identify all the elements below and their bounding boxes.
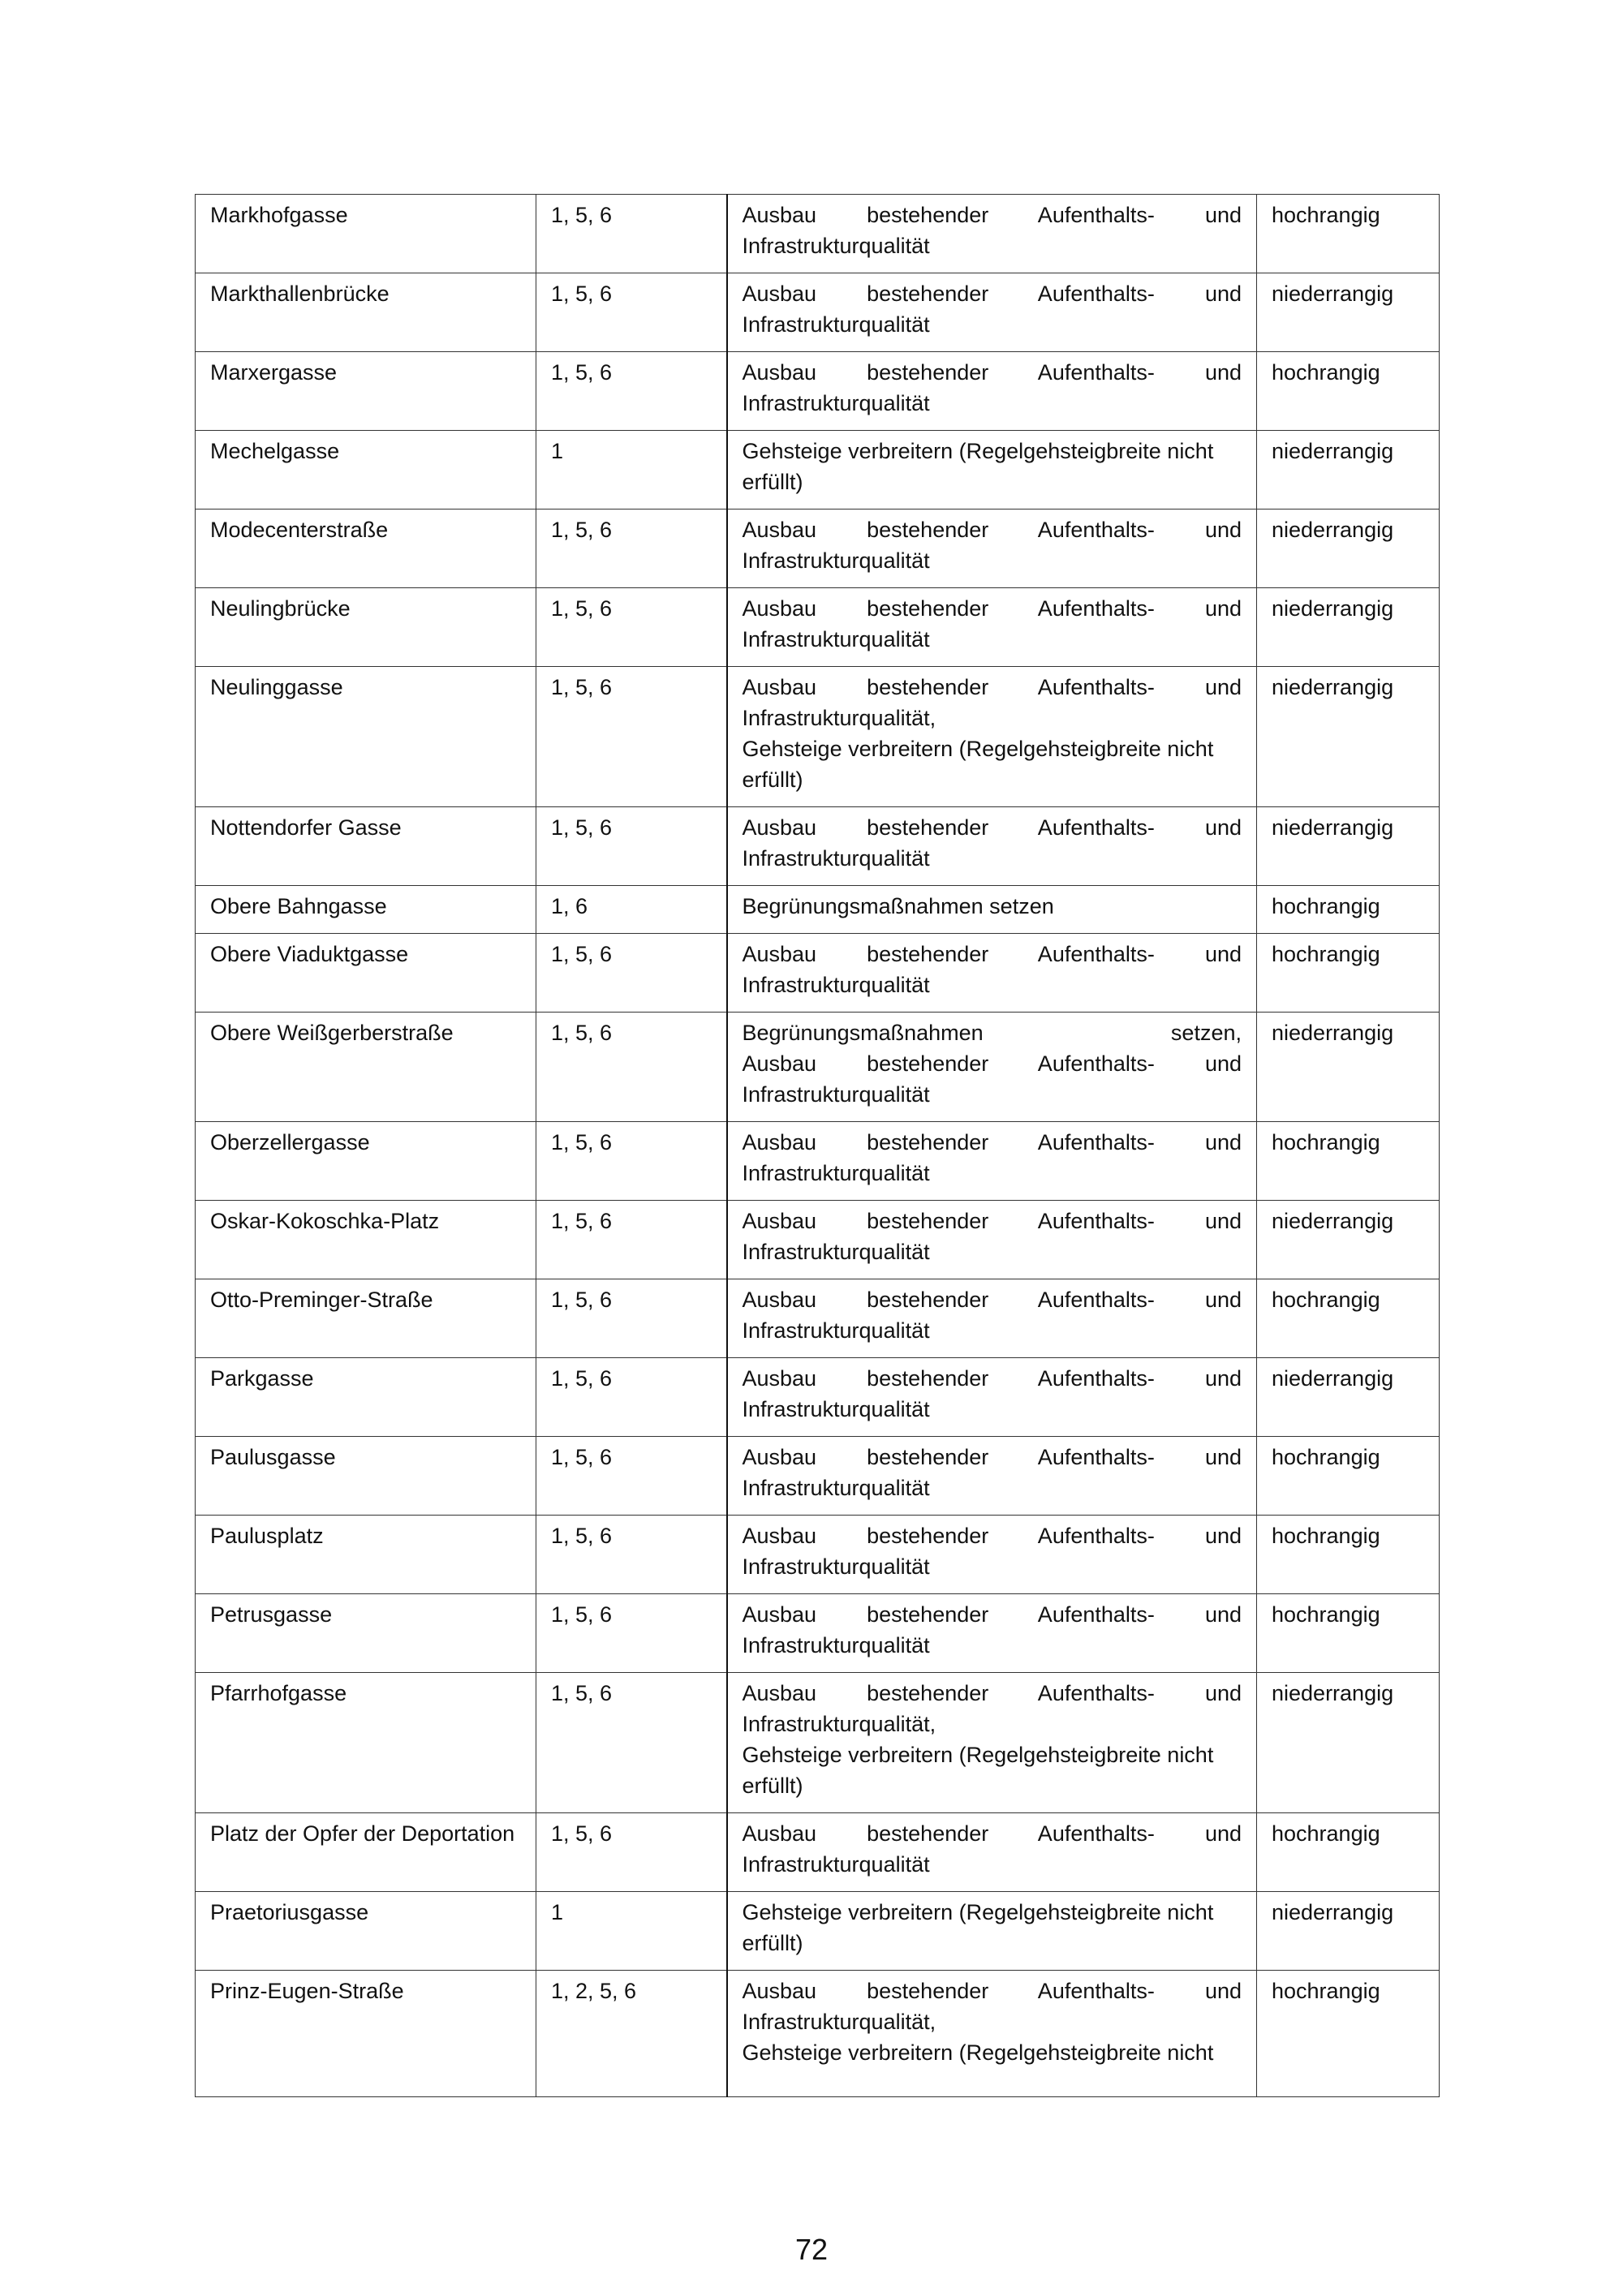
- measure-line: Ausbau bestehender Aufenthalts- und: [742, 518, 1242, 542]
- measures-description-cell: [727, 1437, 1257, 1516]
- priority-cell: niederrangig: [1257, 588, 1440, 667]
- measures-description-cell: [727, 273, 1257, 352]
- measure-line: Ausbau bestehender Aufenthalts- und: [742, 675, 1242, 699]
- priority-cell: niederrangig: [1257, 667, 1440, 807]
- table-row: [196, 807, 1440, 886]
- measure-line: Ausbau bestehender Aufenthalts- und: [742, 1130, 1242, 1154]
- priority-cell: hochrangig: [1257, 1971, 1440, 2097]
- table-row: [196, 352, 1440, 431]
- table-row: [196, 1594, 1440, 1673]
- street-name-cell: Neulinggasse: [196, 667, 536, 807]
- measure-codes-cell: 1, 5, 6: [536, 1201, 727, 1279]
- table-row: [196, 1971, 1440, 2097]
- measure-line: Ausbau bestehender Aufenthalts- und: [742, 1051, 1242, 1076]
- measure-codes-cell: 1, 5, 6: [536, 1673, 727, 1813]
- street-name-cell: Marxergasse: [196, 352, 536, 431]
- table-row: [196, 1201, 1440, 1279]
- street-name-cell: Modecenterstraße: [196, 510, 536, 588]
- measures-description-cell: [727, 934, 1257, 1013]
- measure-line: Ausbau bestehender Aufenthalts- und: [742, 360, 1242, 385]
- priority-cell: hochrangig: [1257, 195, 1440, 273]
- measures-table-body: [196, 195, 1440, 2097]
- measures-description-cell: [727, 667, 1257, 807]
- street-name-cell: Obere Weißgerberstraße: [196, 1013, 536, 1122]
- measures-description-cell: [727, 1279, 1257, 1358]
- measure-codes-cell: 1, 5, 6: [536, 273, 727, 352]
- measures-description-cell: [727, 807, 1257, 886]
- measure-line: Ausbau bestehender Aufenthalts- und: [742, 1288, 1242, 1312]
- measure-line: Gehsteige verbreitern (Regelgehsteigbreite nicht: [742, 1900, 1214, 1924]
- table-row: [196, 886, 1440, 934]
- street-name-cell: Oberzellergasse: [196, 1122, 536, 1201]
- priority-cell: niederrangig: [1257, 1358, 1440, 1437]
- measure-line: Ausbau bestehender Aufenthalts- und: [742, 1979, 1242, 2003]
- measure-line: Infrastrukturqualität: [742, 846, 930, 871]
- street-name-cell: Oskar-Kokoschka-Platz: [196, 1201, 536, 1279]
- measure-line: Begrünungsmaßnahmen setzen: [742, 894, 1054, 918]
- measure-line: Infrastrukturqualität: [742, 312, 930, 337]
- measure-codes-cell: 1: [536, 1892, 727, 1971]
- measure-codes-cell: 1, 5, 6: [536, 667, 727, 807]
- table-row: [196, 1673, 1440, 1813]
- table-row: [196, 431, 1440, 510]
- measure-line: Gehsteige verbreitern (Regelgehsteigbreite nicht: [742, 2040, 1214, 2065]
- measure-line: Ausbau bestehender Aufenthalts- und: [742, 1681, 1242, 1705]
- measure-codes-cell: 1, 2, 5, 6: [536, 1971, 727, 2097]
- measures-table: [195, 194, 1440, 2097]
- measure-codes-cell: 1, 5, 6: [536, 934, 727, 1013]
- street-name-cell: Petrusgasse: [196, 1594, 536, 1673]
- measure-line: Ausbau bestehender Aufenthalts- und: [742, 1602, 1242, 1627]
- table-row: [196, 934, 1440, 1013]
- measures-description-cell: [727, 1201, 1257, 1279]
- measure-line: Infrastrukturqualität: [742, 1318, 930, 1343]
- measure-line: Ausbau bestehender Aufenthalts- und: [742, 1821, 1242, 1846]
- measure-codes-cell: 1, 6: [536, 886, 727, 934]
- measures-description-cell: [727, 1813, 1257, 1892]
- measure-line: Gehsteige verbreitern (Regelgehsteigbreite nicht: [742, 1743, 1214, 1767]
- measures-description-cell: [727, 1971, 1257, 2097]
- priority-cell: niederrangig: [1257, 1201, 1440, 1279]
- page-number: 72: [794, 2233, 829, 2266]
- priority-cell: hochrangig: [1257, 1594, 1440, 1673]
- priority-cell: hochrangig: [1257, 886, 1440, 934]
- measure-line: Begrünungsmaßnahmen setzen,: [742, 1021, 1242, 1045]
- measure-codes-cell: 1: [536, 431, 727, 510]
- measure-line: Infrastrukturqualität: [742, 1082, 930, 1107]
- measures-description-cell: [727, 1892, 1257, 1971]
- table-row: [196, 273, 1440, 352]
- measures-description-cell: [727, 352, 1257, 431]
- street-name-cell: Paulusgasse: [196, 1437, 536, 1516]
- measures-description-cell: [727, 1358, 1257, 1437]
- measure-line: Infrastrukturqualität: [742, 973, 930, 997]
- measure-codes-cell: 1, 5, 6: [536, 1013, 727, 1122]
- measure-line: Ausbau bestehender Aufenthalts- und: [742, 1524, 1242, 1548]
- measure-codes-cell: 1, 5, 6: [536, 1813, 727, 1892]
- priority-cell: niederrangig: [1257, 1013, 1440, 1122]
- measure-line: Ausbau bestehender Aufenthalts- und: [742, 1209, 1242, 1233]
- street-name-cell: Mechelgasse: [196, 431, 536, 510]
- measure-line: Ausbau bestehender Aufenthalts- und: [742, 203, 1242, 227]
- measure-codes-cell: 1, 5, 6: [536, 807, 727, 886]
- street-name-cell: Obere Bahngasse: [196, 886, 536, 934]
- measure-line: Ausbau bestehender Aufenthalts- und: [742, 282, 1242, 306]
- measures-description-cell: [727, 1013, 1257, 1122]
- measures-description-cell: [727, 431, 1257, 510]
- measure-line: Infrastrukturqualität: [742, 627, 930, 651]
- street-name-cell: Prinz-Eugen-Straße: [196, 1971, 536, 2097]
- priority-cell: hochrangig: [1257, 1122, 1440, 1201]
- priority-cell: hochrangig: [1257, 1813, 1440, 1892]
- measure-codes-cell: 1, 5, 6: [536, 1358, 727, 1437]
- measure-line: Ausbau bestehender Aufenthalts- und: [742, 1445, 1242, 1469]
- measure-line: Gehsteige verbreitern (Regelgehsteigbreite nicht: [742, 439, 1214, 463]
- street-name-cell: Nottendorfer Gasse: [196, 807, 536, 886]
- measure-line: Gehsteige verbreitern (Regelgehsteigbreite nicht: [742, 737, 1214, 761]
- priority-cell: niederrangig: [1257, 273, 1440, 352]
- priority-cell: niederrangig: [1257, 510, 1440, 588]
- measure-codes-cell: 1, 5, 6: [536, 1279, 727, 1358]
- table-row: [196, 1813, 1440, 1892]
- street-name-cell: Paulusplatz: [196, 1516, 536, 1594]
- measures-description-cell: [727, 195, 1257, 273]
- measure-line: Infrastrukturqualität: [742, 1240, 930, 1264]
- priority-cell: hochrangig: [1257, 1437, 1440, 1516]
- priority-cell: hochrangig: [1257, 934, 1440, 1013]
- measures-description-cell: [727, 588, 1257, 667]
- measure-line: Infrastrukturqualität: [742, 1852, 930, 1877]
- measure-line: erfüllt): [742, 1931, 803, 1955]
- priority-cell: hochrangig: [1257, 1516, 1440, 1594]
- measure-codes-cell: 1, 5, 6: [536, 195, 727, 273]
- measure-line: Ausbau bestehender Aufenthalts- und: [742, 596, 1242, 621]
- measure-codes-cell: 1, 5, 6: [536, 1122, 727, 1201]
- table-row: [196, 1279, 1440, 1358]
- street-name-cell: Praetoriusgasse: [196, 1892, 536, 1971]
- measure-line: Ausbau bestehender Aufenthalts- und: [742, 815, 1242, 840]
- priority-cell: niederrangig: [1257, 431, 1440, 510]
- table-row: [196, 1892, 1440, 1971]
- measure-line: Infrastrukturqualität: [742, 1554, 930, 1579]
- measure-codes-cell: 1, 5, 6: [536, 588, 727, 667]
- table-row: [196, 195, 1440, 273]
- measure-line: Infrastrukturqualität: [742, 1397, 930, 1421]
- measure-line: Ausbau bestehender Aufenthalts- und: [742, 942, 1242, 966]
- table-row: [196, 1122, 1440, 1201]
- table-row: [196, 1437, 1440, 1516]
- street-name-cell: Neulingbrücke: [196, 588, 536, 667]
- street-name-cell: Markhofgasse: [196, 195, 536, 273]
- measure-line: Infrastrukturqualität,: [742, 1712, 936, 1736]
- street-name-cell: Markthallenbrücke: [196, 273, 536, 352]
- measure-line: erfüllt): [742, 470, 803, 494]
- measure-line: Infrastrukturqualität: [742, 1633, 930, 1658]
- priority-cell: niederrangig: [1257, 807, 1440, 886]
- priority-cell: niederrangig: [1257, 1673, 1440, 1813]
- street-name-cell: Obere Viaduktgasse: [196, 934, 536, 1013]
- measures-description-cell: [727, 510, 1257, 588]
- street-name-cell: Pfarrhofgasse: [196, 1673, 536, 1813]
- measures-description-cell: [727, 1673, 1257, 1813]
- table-row: [196, 588, 1440, 667]
- priority-cell: hochrangig: [1257, 1279, 1440, 1358]
- measure-line: Infrastrukturqualität,: [742, 2010, 936, 2034]
- measures-description-cell: [727, 1594, 1257, 1673]
- measure-line: Infrastrukturqualität: [742, 1476, 930, 1500]
- measure-line: Infrastrukturqualität: [742, 391, 930, 415]
- measure-line: Ausbau bestehender Aufenthalts- und: [742, 1366, 1242, 1391]
- street-name-cell: Platz der Opfer der Deportation: [196, 1813, 536, 1892]
- table-row: [196, 510, 1440, 588]
- table-row: [196, 667, 1440, 807]
- priority-cell: hochrangig: [1257, 352, 1440, 431]
- table-row: [196, 1358, 1440, 1437]
- street-name-cell: Otto-Preminger-Straße: [196, 1279, 536, 1358]
- measure-codes-cell: 1, 5, 6: [536, 1594, 727, 1673]
- measures-description-cell: [727, 1122, 1257, 1201]
- measures-description-cell: [727, 886, 1257, 934]
- measure-codes-cell: 1, 5, 6: [536, 352, 727, 431]
- measure-line: Infrastrukturqualität,: [742, 706, 936, 730]
- measure-codes-cell: 1, 5, 6: [536, 1516, 727, 1594]
- measure-line: Infrastrukturqualität: [742, 1161, 930, 1185]
- measure-line: erfüllt): [742, 1774, 803, 1798]
- measure-line: erfüllt): [742, 767, 803, 792]
- table-row: [196, 1013, 1440, 1122]
- table-row: [196, 1516, 1440, 1594]
- measure-codes-cell: 1, 5, 6: [536, 510, 727, 588]
- measure-line: Infrastrukturqualität: [742, 548, 930, 573]
- measure-codes-cell: 1, 5, 6: [536, 1437, 727, 1516]
- measures-description-cell: [727, 1516, 1257, 1594]
- priority-cell: niederrangig: [1257, 1892, 1440, 1971]
- street-name-cell: Parkgasse: [196, 1358, 536, 1437]
- measure-line: Infrastrukturqualität: [742, 234, 930, 258]
